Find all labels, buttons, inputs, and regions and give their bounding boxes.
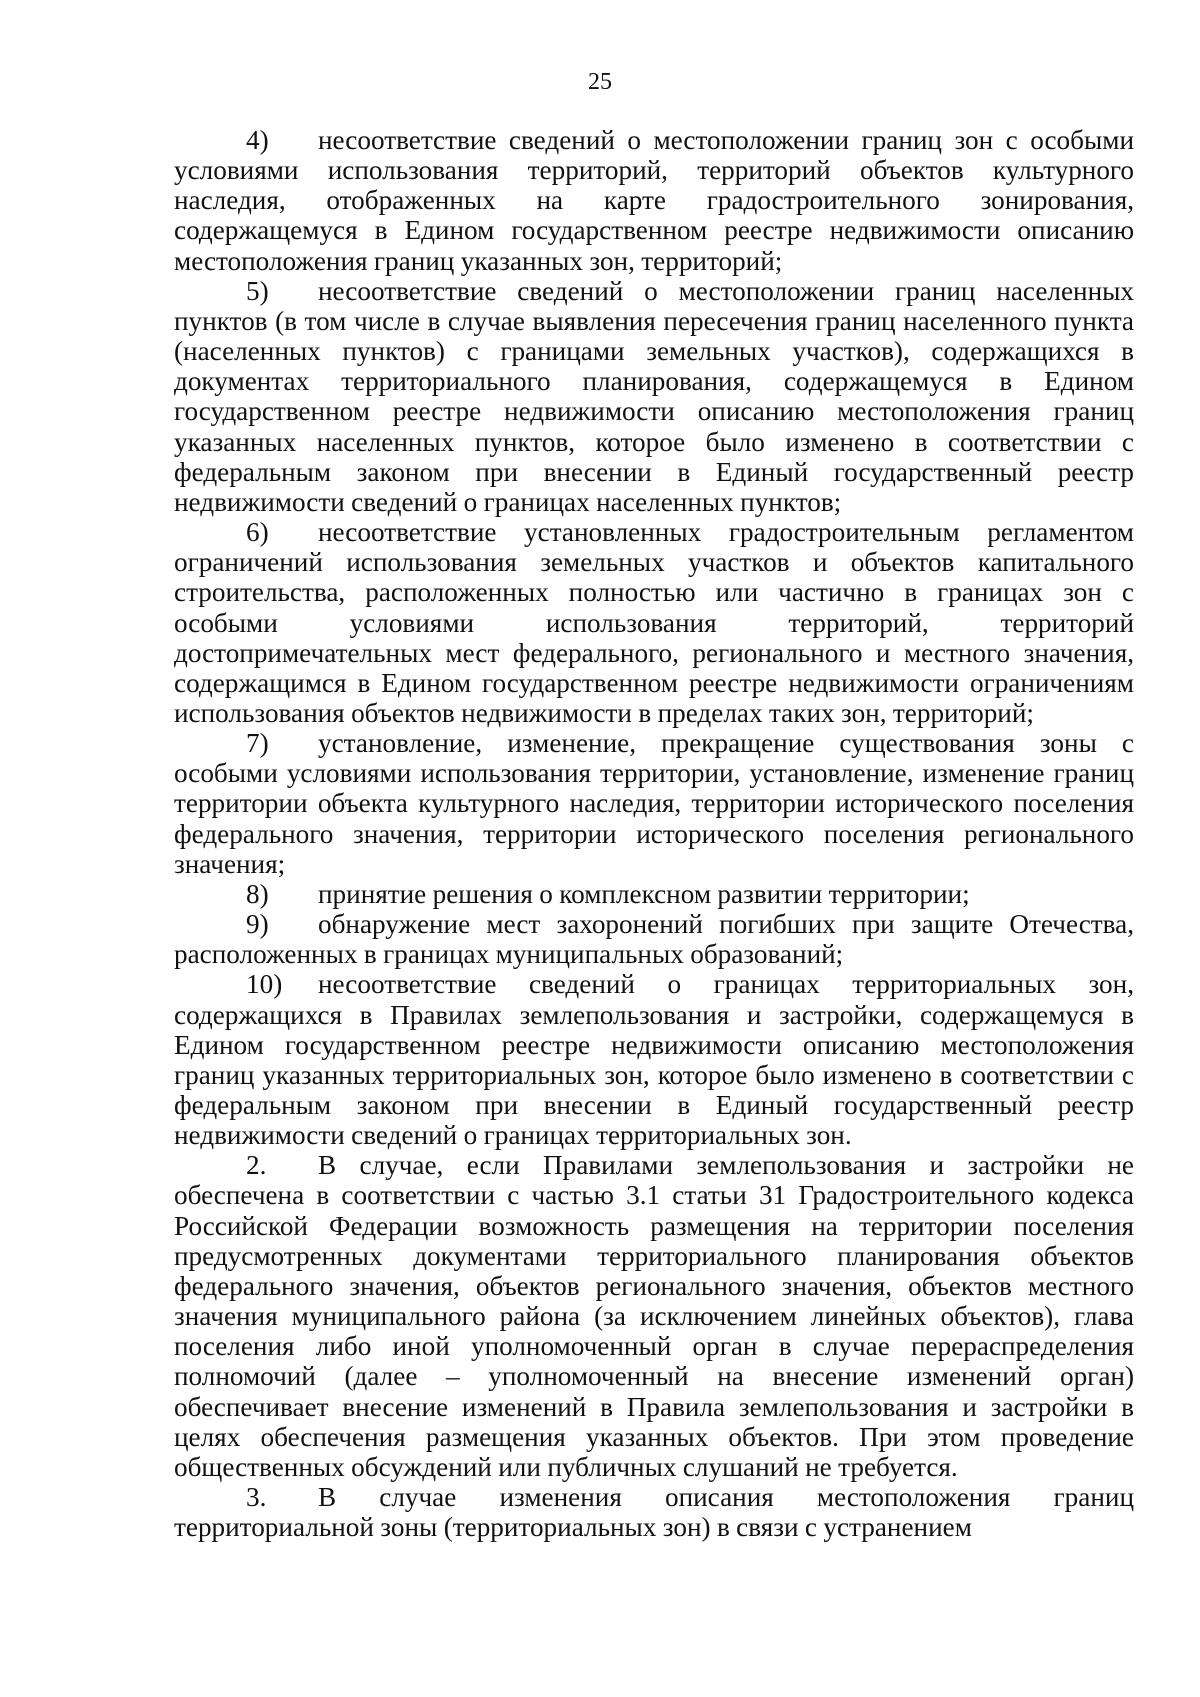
item-text: несоответствие сведений о местоположении границ населенных пунктов (в том числе в случае выявления пересечения границ населенного пункта (населенных пунктов) с границами земельных участков), содержащихся в документах территориального планирования, содержащемуся в Едином государственном реестре недвижимости описанию местоположения границ указанных населенных пунктов, которое было изменено в соответствии с федеральным законом при внесении в Единый государственный реестр недвижимости сведений о границах населенных пунктов; [174,275,1134,517]
item-text: несоответствие сведений о границах территориальных зон, содержащихся в Правилах землепользования и застройки, содержащемуся в Едином государственном реестре недвижимости описанию местоположения границ указанных территориальных зон, которое было изменено в соответствии с федеральным законом при внесении в Единый государственный реестр недвижимости сведений о границах территориальных зон. [174,969,1134,1151]
section-text: В случае изменения описания местоположения границ территориальной зоны (территориальных зон) в связи с устранением [174,1482,1134,1543]
item-text: несоответствие сведений о местоположении границ зон с особыми условиями использования территорий, территорий объектов культурного наследия, отображенных на карте градостроительного зонирования, содержащемуся в Едином государственном реестре недвижимости описанию местоположения границ указанных зон, территорий; [174,125,1134,276]
section-number: 2. [246,1150,267,1181]
paragraph-item-7 [174,728,1134,879]
paragraph-section-3 [174,1482,1134,1542]
item-text: обнаружение мест захоронений погибших при защите Отечества, расположенных в границах муниципальных образований; [174,909,1134,970]
item-text: несоответствие установленных градостроительным регламентом ограничений использования земельных участков и объектов капитального строительства, расположенных полностью или частично в границах зон с особыми условиями использования территорий, территорий достопримечательных мест федерального, регионального и местного значения, содержащимся в Едином государственном реестре недвижимости ограничениям использования объектов недвижимости в пределах таких зон, территорий; [174,517,1134,728]
document-body [174,125,1134,1542]
item-text: установление, изменение, прекращение существования зоны с особыми условиями использования территории, установление, изменение границ территории объекта культурного наследия, территории исторического поселения федерального значения, территории исторического поселения регионального значения; [174,728,1134,879]
paragraph-item-5 [174,276,1134,517]
item-number: 5) [246,275,269,306]
section-text: В случае, если Правилами землепользования и застройки не обеспечена в соответствии с частью 3.1 статьи 31 Градостроительного кодекса Российской Федерации возможность размещения на территории поселения предусмотренных документами территориального планирования объектов федерального значения, объектов регионального значения, объектов местного значения муниципального района (за исключением линейных объектов), глава поселения либо иной уполномоченный орган в случае перераспределения полномочий (далее – уполномоченный на внесение изменений орган) обеспечивает внесение изменений в Правила землепользования и застройки в целях обеспечения размещения указанных объектов. При этом проведение общественных обсуждений или публичных слушаний не требуется. [174,1150,1134,1482]
section-number: 3. [246,1482,267,1513]
paragraph-item-10 [174,969,1134,1150]
paragraph-item-8 [174,879,1134,909]
item-number: 7) [246,728,269,759]
item-number: 8) [246,878,269,909]
item-number: 6) [246,517,269,548]
item-number: 10) [246,969,283,1000]
item-text: принятие решения о комплексном развитии территории; [318,878,970,909]
paragraph-item-4 [174,125,1134,276]
item-number: 9) [246,909,269,940]
paragraph-item-9 [174,909,1134,969]
item-number: 4) [246,125,269,155]
page-number: 25 [588,69,612,95]
paragraph-item-6 [174,517,1134,728]
paragraph-section-2 [174,1150,1134,1482]
